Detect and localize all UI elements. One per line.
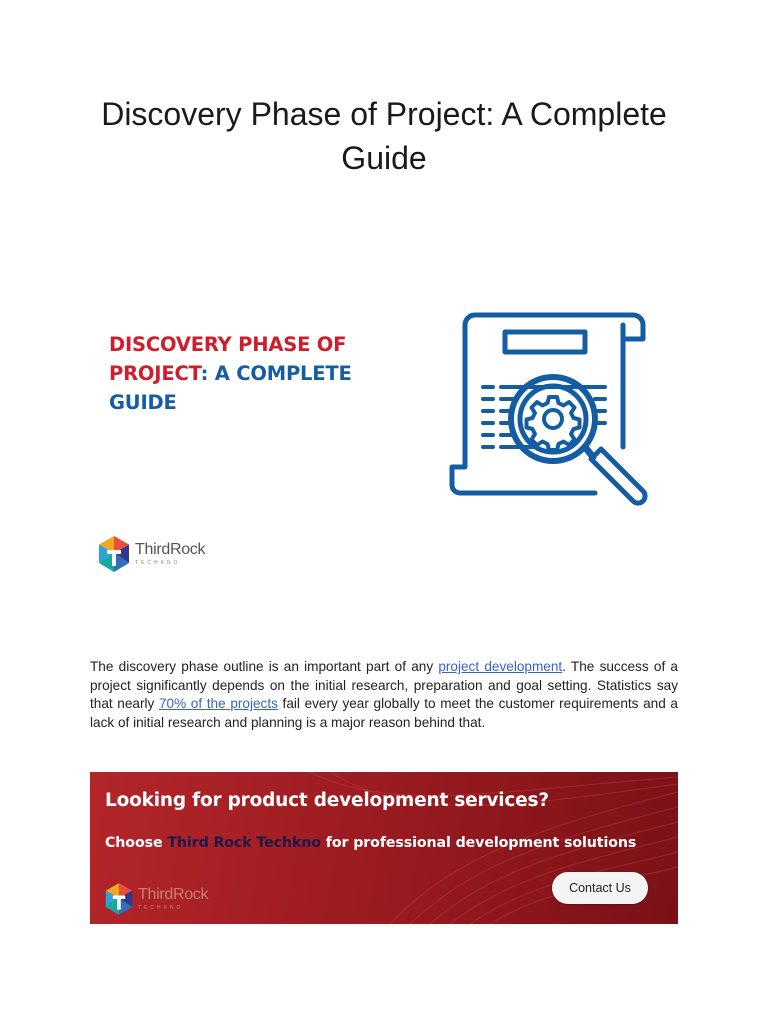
project-development-link[interactable]: project development — [438, 659, 563, 674]
hero-heading — [109, 330, 389, 417]
banner-brand-name: Third Rock Techkno — [167, 835, 321, 851]
intro-text-2: . The success of a project significantly depends on the initial research, preparation and goal setting. Statistics say that nearly — [90, 659, 678, 711]
hero-image — [90, 235, 678, 590]
hero-heading-line-2 — [109, 359, 389, 388]
banner-logo — [104, 882, 208, 916]
hero-heading-complete: : A COMPLETE — [200, 362, 352, 385]
hero-heading-project: PROJECT — [109, 362, 201, 385]
thirdrock-logo-mark — [104, 882, 134, 916]
banner-sub-suffix: for professional development solutions — [320, 835, 637, 851]
promo-banner[interactable] — [90, 772, 678, 924]
hero-logo — [97, 535, 205, 573]
banner-title: Looking for product development services? — [105, 790, 549, 811]
banner-subtitle — [105, 835, 636, 851]
projects-statistic-link[interactable]: 70% of the projects — [158, 696, 278, 711]
hero-heading-line-1: DISCOVERY PHASE OF — [109, 333, 347, 356]
intro-paragraph — [90, 658, 678, 732]
document-magnifier-gear-icon — [445, 307, 655, 522]
logo-subtitle: TECHKNO — [138, 905, 184, 911]
banner-sub-prefix: Choose — [105, 835, 168, 851]
contact-us-button[interactable]: Contact Us — [552, 872, 648, 904]
logo-subtitle: TECHKNO — [135, 560, 181, 566]
thirdrock-logo-mark — [97, 535, 131, 573]
page-title: Discovery Phase of Project: A Complete Guide — [101, 96, 667, 176]
logo-name: ThirdRock — [135, 541, 206, 558]
intro-text-1: The discovery phase outline is an important part of any — [90, 659, 439, 674]
logo-name: ThirdRock — [138, 886, 209, 903]
hero-heading-line-3: GUIDE — [109, 391, 177, 414]
intro-text-3: fail every year globally to meet the customer requirements and a lack of initial research and planning is a major reason behind that. — [90, 696, 678, 730]
